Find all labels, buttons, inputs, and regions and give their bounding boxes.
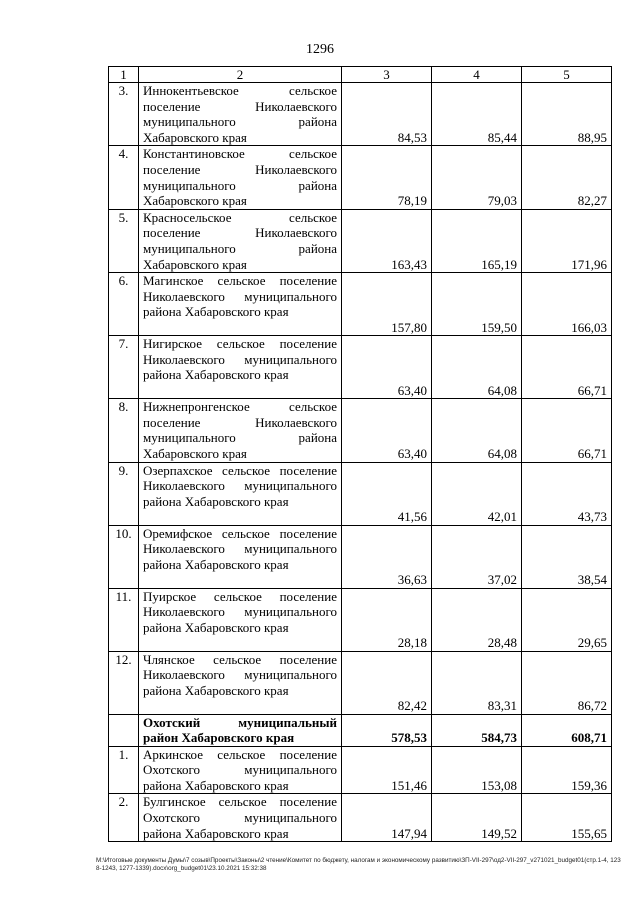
- row-name: Иннокентьевское сельское поселение Николаевского муниципального района Хабаровского края: [139, 83, 342, 146]
- value-col4: 42,01: [432, 462, 522, 525]
- value-col5: 171,96: [522, 209, 612, 272]
- value-col5: 88,95: [522, 83, 612, 146]
- header-cell: 4: [432, 67, 522, 83]
- header-cell: 1: [109, 67, 139, 83]
- value-col5: 159,36: [522, 746, 612, 794]
- row-name: Члянское сельское поселение Николаевского муниципального района Хабаровского края: [139, 651, 342, 714]
- row-name: Пуирское сельское поселение Николаевского муниципального района Хабаровского края: [139, 588, 342, 651]
- table-row: [109, 525, 612, 588]
- value-col4: 37,02: [432, 525, 522, 588]
- budget-table: [108, 66, 612, 842]
- header-cell: 2: [139, 67, 342, 83]
- row-name: Озерпахское сельское поселение Николаевского муниципального района Хабаровского края: [139, 462, 342, 525]
- value-col3: 157,80: [342, 273, 432, 336]
- table-row: [109, 794, 612, 842]
- value-col5: 43,73: [522, 462, 612, 525]
- value-col5: 29,65: [522, 588, 612, 651]
- value-col3: 82,42: [342, 651, 432, 714]
- row-number: 2.: [109, 794, 139, 842]
- value-col3: 84,53: [342, 83, 432, 146]
- file-path-footer: M:\Итоговые документы Думы\7 созыв\Проекты\Законы\2 чтение\Комитет по бюджету, налогам и экономическому развитию\ЗП-VII-297\од2-VII-297_v271021_budget01(стр.1-4, 1238-1243, 1277-1339).docx\org_budget01\23.10.2021 15:32:38: [96, 857, 621, 872]
- value-col4: 79,03: [432, 146, 522, 209]
- value-col4: 28,48: [432, 588, 522, 651]
- row-number: 6.: [109, 273, 139, 336]
- row-number: 1.: [109, 746, 139, 794]
- row-number: 9.: [109, 462, 139, 525]
- value-col5: 86,72: [522, 651, 612, 714]
- value-col4: 64,08: [432, 399, 522, 462]
- row-name: Оремифское сельское поселение Николаевского муниципального района Хабаровского края: [139, 525, 342, 588]
- table-row: [109, 273, 612, 336]
- row-number: 3.: [109, 83, 139, 146]
- header-row: [109, 67, 612, 83]
- value-col4: 153,08: [432, 746, 522, 794]
- value-col3: 78,19: [342, 146, 432, 209]
- table-row: [109, 336, 612, 399]
- value-col3: 41,56: [342, 462, 432, 525]
- value-col3: 63,40: [342, 399, 432, 462]
- table-row: [109, 83, 612, 146]
- row-name: Красносельское сельское поселение Николаевского муниципального района Хабаровского края: [139, 209, 342, 272]
- row-number: 5.: [109, 209, 139, 272]
- value-col4: 64,08: [432, 336, 522, 399]
- value-col5: 166,03: [522, 273, 612, 336]
- value-col5: 66,71: [522, 399, 612, 462]
- row-number: 12.: [109, 651, 139, 714]
- value-col5: 155,65: [522, 794, 612, 842]
- value-col3: 36,63: [342, 525, 432, 588]
- row-number: 8.: [109, 399, 139, 462]
- value-col3: 578,53: [342, 714, 432, 746]
- row-name: Аркинское сельское поселение Охотского муниципального района Хабаровского края: [139, 746, 342, 794]
- value-col4: 584,73: [432, 714, 522, 746]
- value-col4: 165,19: [432, 209, 522, 272]
- value-col3: 63,40: [342, 336, 432, 399]
- row-name: Нигирское сельское поселение Николаевского муниципального района Хабаровского края: [139, 336, 342, 399]
- row-name: Охотский муниципальный район Хабаровского края: [139, 714, 342, 746]
- value-col3: 28,18: [342, 588, 432, 651]
- header-cell: 5: [522, 67, 612, 83]
- value-col4: 83,31: [432, 651, 522, 714]
- row-number: 10.: [109, 525, 139, 588]
- value-col4: 159,50: [432, 273, 522, 336]
- page-number: 1296: [306, 42, 334, 57]
- row-name: Булгинское сельское поселение Охотского муниципального района Хабаровского края: [139, 794, 342, 842]
- table-row: [109, 746, 612, 794]
- table-row: [109, 462, 612, 525]
- total-row: [109, 714, 612, 746]
- table-row: [109, 146, 612, 209]
- row-name: Нижнепронгенское сельское поселение Николаевского муниципального района Хабаровского края: [139, 399, 342, 462]
- value-col3: 151,46: [342, 746, 432, 794]
- value-col4: 149,52: [432, 794, 522, 842]
- table-row: [109, 651, 612, 714]
- value-col5: 66,71: [522, 336, 612, 399]
- value-col5: 608,71: [522, 714, 612, 746]
- header-cell: 3: [342, 67, 432, 83]
- value-col5: 82,27: [522, 146, 612, 209]
- value-col3: 163,43: [342, 209, 432, 272]
- value-col3: 147,94: [342, 794, 432, 842]
- row-number: 11.: [109, 588, 139, 651]
- value-col4: 85,44: [432, 83, 522, 146]
- row-number: 4.: [109, 146, 139, 209]
- table-row: [109, 209, 612, 272]
- row-name: Магинское сельское поселение Николаевского муниципального района Хабаровского края: [139, 273, 342, 336]
- table-row: [109, 588, 612, 651]
- table-row: [109, 399, 612, 462]
- row-name: Константиновское сельское поселение Николаевского муниципального района Хабаровского края: [139, 146, 342, 209]
- row-number: [109, 714, 139, 746]
- value-col5: 38,54: [522, 525, 612, 588]
- row-number: 7.: [109, 336, 139, 399]
